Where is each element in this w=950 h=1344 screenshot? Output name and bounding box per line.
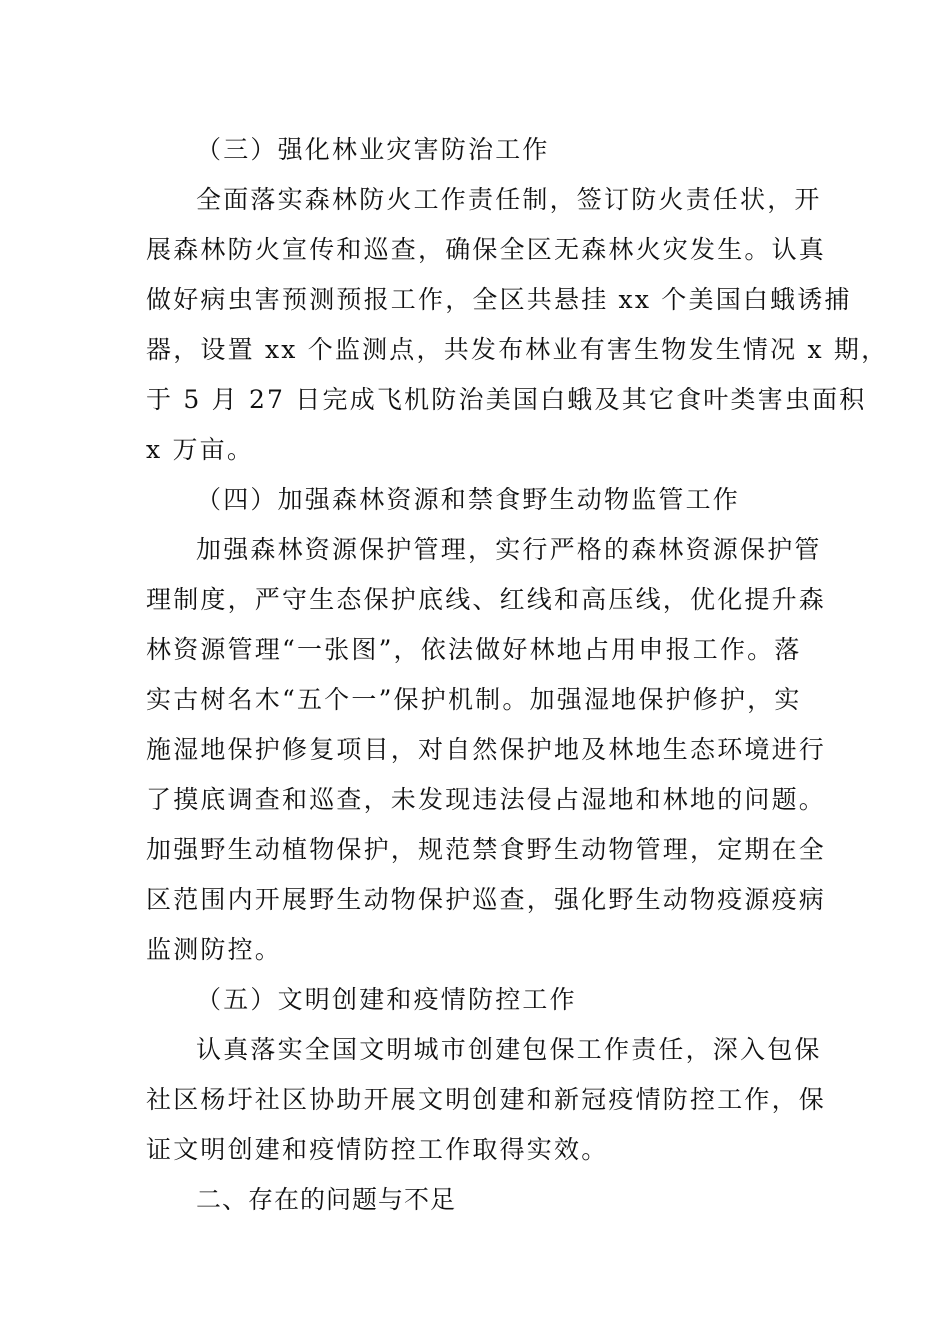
paragraph-line: 林资源管理“一张图”，依法做好林地占用申报工作。落 — [146, 635, 802, 664]
paragraph-line: 器，设置 xx 个监测点，共发布林业有害生物发生情况 x 期， — [146, 335, 889, 364]
paragraph-line: 区范围内开展野生动物保护巡查，强化野生动物疫源疫病 — [146, 885, 827, 914]
section-heading-5: （五）文明创建和疫情防控工作 — [196, 985, 577, 1014]
paragraph-line: 做好病虫害预测预报工作，全区共悬挂 xx 个美国白蛾诱捕 — [146, 285, 852, 314]
paragraph-line: 展森林防火宣传和巡查，确保全区无森林火灾发生。认真 — [146, 235, 827, 264]
paragraph-line: 全面落实森林防火工作责任制，签订防火责任状，开 — [196, 185, 822, 214]
paragraph-line: 加强野生动植物保护，规范禁食野生动物管理，定期在全 — [146, 835, 827, 864]
paragraph-line: 认真落实全国文明城市创建包保工作责任，深入包保 — [196, 1035, 822, 1064]
paragraph-line: 加强森林资源保护管理，实行严格的森林资源保护管 — [196, 535, 822, 564]
paragraph-line: 证文明创建和疫情防控工作取得实效。 — [146, 1135, 609, 1164]
paragraph-line: 监测防控。 — [146, 935, 283, 964]
section-heading-4: （四）加强森林资源和禁食野生动物监管工作 — [196, 485, 741, 514]
paragraph-line: 于 5 月 27 日完成飞机防治美国白蛾及其它食叶类害虫面积 — [146, 385, 867, 414]
paragraph-line: 实古树名木“五个一”保护机制。加强湿地保护修护，实 — [146, 685, 802, 714]
section-heading-3: （三）强化林业灾害防治工作 — [196, 135, 550, 164]
paragraph-line: 理制度，严守生态保护底线、红线和高压线，优化提升森 — [146, 585, 827, 614]
paragraph-line: x 万亩。 — [146, 435, 255, 464]
chapter-heading: 二、存在的问题与不足 — [196, 1185, 457, 1214]
paragraph-line: 社区杨圩社区协助开展文明创建和新冠疫情防控工作，保 — [146, 1085, 827, 1114]
paragraph-line: 施湿地保护修复项目，对自然保护地及林地生态环境进行 — [146, 735, 827, 764]
paragraph-line: 了摸底调查和巡查，未发现违法侵占湿地和林地的问题。 — [146, 785, 827, 814]
